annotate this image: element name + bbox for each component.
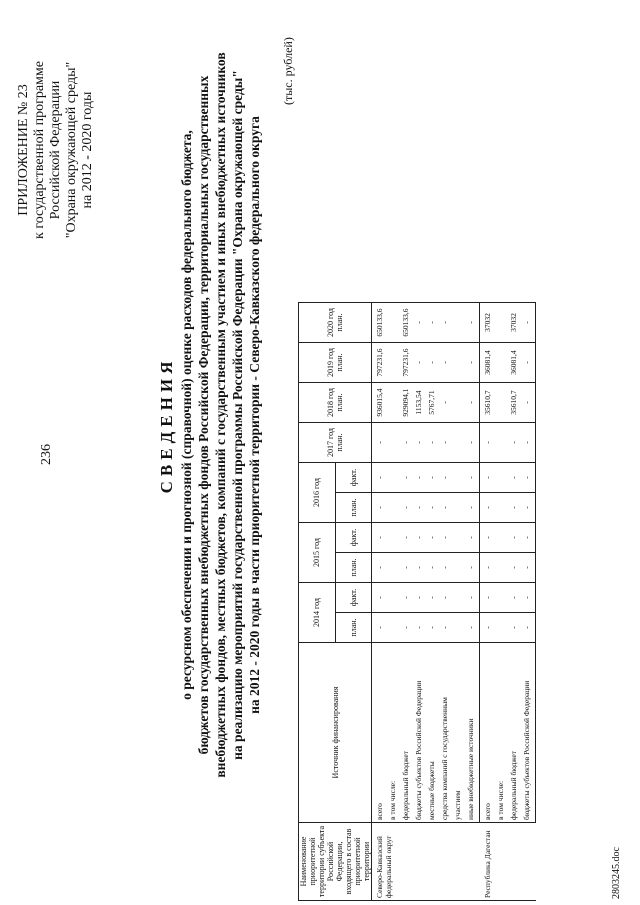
value-cell: 650133,6	[401, 303, 414, 343]
value-cell	[496, 553, 509, 583]
value-cell: -	[401, 553, 414, 583]
value-cell: -	[427, 583, 440, 613]
value-cell: -	[401, 423, 414, 463]
value-cell: -	[466, 303, 480, 343]
value-cell	[388, 423, 401, 463]
value-cell	[453, 463, 466, 493]
value-cell: -	[414, 523, 427, 553]
funding-source: бюджеты субъектов Российской Федерации	[414, 643, 427, 823]
value-cell: -	[480, 613, 497, 643]
value-cell: -	[372, 463, 389, 493]
value-cell	[453, 583, 466, 613]
value-cell	[496, 343, 509, 383]
value-cell: -	[401, 523, 414, 553]
header-2019: 2019 год план.	[299, 343, 372, 383]
value-cell	[388, 493, 401, 523]
value-cell	[453, 553, 466, 583]
value-cell: -	[440, 423, 453, 463]
value-cell	[453, 383, 466, 423]
value-cell	[453, 523, 466, 553]
value-cell: 1153,54	[414, 383, 427, 423]
subtitle-line: на реализацию мероприятий государственной программы Российской Федерации "Охрана окружающей среды"	[230, 70, 245, 760]
subtitle-line: внебюджетных фондов, местных бюджетов, компаний с государственным участием и иных внебюджетных источников	[213, 52, 228, 778]
table-row	[427, 303, 440, 901]
value-cell: 797231,6	[372, 343, 389, 383]
funding-source: в том числе:	[388, 643, 401, 823]
value-cell	[496, 583, 509, 613]
value-cell: -	[372, 423, 389, 463]
value-cell	[388, 613, 401, 643]
value-cell: -	[509, 463, 522, 493]
value-cell	[453, 613, 466, 643]
value-cell: -	[522, 523, 536, 553]
value-cell	[453, 493, 466, 523]
value-cell: -	[509, 613, 522, 643]
value-cell	[453, 343, 466, 383]
funding-source: в том числе:	[496, 643, 509, 823]
value-cell: -	[427, 493, 440, 523]
header-2018: 2018 год план.	[299, 383, 372, 423]
funding-source: всего	[372, 643, 389, 823]
funding-source: бюджеты субъектов Российской Федерации	[522, 643, 536, 823]
value-cell: -	[509, 583, 522, 613]
table-row	[401, 303, 414, 901]
value-cell	[496, 493, 509, 523]
value-cell: -	[401, 583, 414, 613]
funding-source: федеральный бюджет	[401, 643, 414, 823]
value-cell: -	[522, 423, 536, 463]
value-cell: -	[414, 493, 427, 523]
value-cell: -	[522, 383, 536, 423]
value-cell: 36081,4	[480, 343, 497, 383]
value-cell	[388, 383, 401, 423]
header-2020: 2020 год план.	[299, 303, 372, 343]
header-2015: 2015 год	[299, 523, 336, 583]
value-cell: -	[522, 343, 536, 383]
value-cell: -	[440, 613, 453, 643]
value-cell: -	[466, 383, 480, 423]
value-cell: -	[440, 523, 453, 553]
header-plan: план.	[335, 553, 372, 583]
value-cell	[496, 463, 509, 493]
value-cell	[496, 613, 509, 643]
table-row	[466, 303, 480, 901]
header-2014: 2014 год	[299, 583, 336, 643]
funding-source: федеральный бюджет	[509, 643, 522, 823]
value-cell: 35610,7	[480, 383, 497, 423]
value-cell: -	[522, 583, 536, 613]
header-fact: факт.	[335, 463, 372, 493]
appendix-line: "Охрана окружающей среды"	[64, 61, 79, 239]
value-cell: -	[466, 613, 480, 643]
value-cell: 35610,7	[509, 383, 522, 423]
value-cell: -	[509, 493, 522, 523]
value-cell: -	[466, 523, 480, 553]
value-cell: -	[440, 553, 453, 583]
value-cell: 36081,4	[509, 343, 522, 383]
value-cell: -	[480, 553, 497, 583]
value-cell: -	[414, 553, 427, 583]
table-row	[372, 303, 389, 901]
value-cell: -	[480, 423, 497, 463]
value-cell: 37032	[509, 303, 522, 343]
value-cell	[496, 523, 509, 553]
value-cell: -	[414, 343, 427, 383]
value-cell: -	[440, 493, 453, 523]
funding-source: участием	[453, 643, 466, 823]
value-cell: -	[372, 523, 389, 553]
value-cell	[388, 303, 401, 343]
value-cell: -	[466, 423, 480, 463]
value-cell	[388, 463, 401, 493]
value-cell: 650133,6	[372, 303, 389, 343]
header-2016: 2016 год	[299, 463, 336, 523]
funding-table	[298, 302, 536, 901]
table-row	[388, 303, 401, 901]
value-cell: -	[427, 423, 440, 463]
value-cell: -	[522, 553, 536, 583]
page-number: 236	[39, 444, 54, 465]
value-cell: -	[522, 613, 536, 643]
appendix-line: к государственной программе	[32, 61, 47, 239]
value-cell: -	[522, 303, 536, 343]
value-cell: -	[480, 463, 497, 493]
header-fact: факт.	[335, 523, 372, 553]
value-cell: -	[401, 613, 414, 643]
funding-source: всего	[480, 643, 497, 823]
table-row	[522, 303, 536, 901]
territory-name: Северо-Кавказский федеральный округ	[372, 823, 480, 901]
appendix-line: ПРИЛОЖЕНИЕ № 23	[16, 84, 31, 216]
value-cell: -	[372, 613, 389, 643]
value-cell: -	[440, 343, 453, 383]
value-cell: -	[480, 493, 497, 523]
subtitle-line: бюджетов государственных внебюджетных фондов Российской Федерации, территориальных государственных	[196, 75, 211, 755]
value-cell	[388, 343, 401, 383]
value-cell: -	[466, 583, 480, 613]
value-cell: -	[440, 463, 453, 493]
subtitle-line: о ресурсном обеспечении и прогнозной (справочной) оценке расходов федерального бюджета,	[179, 130, 194, 700]
value-cell: -	[401, 493, 414, 523]
funding-source: иные внебюджетные источники	[466, 643, 480, 823]
value-cell: -	[522, 463, 536, 493]
value-cell: -	[427, 613, 440, 643]
table-row	[496, 303, 509, 901]
table-row	[414, 303, 427, 901]
value-cell: -	[427, 463, 440, 493]
value-cell: -	[372, 553, 389, 583]
value-cell	[496, 423, 509, 463]
value-cell: -	[509, 523, 522, 553]
appendix-line: Российской Федерации	[48, 80, 63, 220]
header-2017: 2017 год план.	[299, 423, 372, 463]
value-cell	[388, 583, 401, 613]
value-cell	[453, 303, 466, 343]
value-cell: -	[466, 463, 480, 493]
value-cell: -	[372, 583, 389, 613]
header-plan: план.	[335, 613, 372, 643]
header-fact: факт.	[335, 583, 372, 613]
file-footer: 2803245.doc	[611, 847, 622, 899]
unit-label: (тыс. рублей)	[281, 37, 295, 105]
value-cell: -	[466, 493, 480, 523]
value-cell: -	[427, 343, 440, 383]
value-cell: -	[440, 303, 453, 343]
document-heading: СВЕДЕНИЯ	[157, 356, 176, 494]
header-plan: план.	[335, 493, 372, 523]
value-cell: -	[440, 383, 453, 423]
value-cell: -	[480, 523, 497, 553]
value-cell: -	[372, 493, 389, 523]
value-cell: 797231,6	[401, 343, 414, 383]
value-cell: -	[466, 553, 480, 583]
table-row	[453, 303, 466, 901]
value-cell	[388, 553, 401, 583]
value-cell: -	[414, 583, 427, 613]
value-cell: -	[509, 423, 522, 463]
value-cell	[453, 423, 466, 463]
value-cell	[496, 303, 509, 343]
table-row	[509, 303, 522, 901]
funding-source: средства компаний с государственным	[440, 643, 453, 823]
value-cell: -	[480, 583, 497, 613]
funding-source: местные бюджеты	[427, 643, 440, 823]
value-cell: 936015,4	[372, 383, 389, 423]
value-cell: -	[414, 303, 427, 343]
table-body	[372, 303, 536, 901]
value-cell: -	[466, 343, 480, 383]
value-cell: -	[440, 583, 453, 613]
value-cell: 37032	[480, 303, 497, 343]
header-source: Источник финансирования	[299, 643, 372, 823]
value-cell: 929094,1	[401, 383, 414, 423]
value-cell: -	[401, 463, 414, 493]
appendix-block	[16, 5, 96, 295]
value-cell: -	[414, 613, 427, 643]
value-cell	[496, 383, 509, 423]
value-cell: -	[414, 463, 427, 493]
value-cell: 5767,71	[427, 383, 440, 423]
value-cell: -	[427, 553, 440, 583]
document-subtitle	[178, 5, 263, 825]
table-row	[480, 303, 497, 901]
value-cell: -	[509, 553, 522, 583]
value-cell: -	[427, 523, 440, 553]
value-cell: -	[414, 423, 427, 463]
value-cell	[388, 523, 401, 553]
value-cell: -	[427, 303, 440, 343]
table-row	[440, 303, 453, 901]
value-cell: -	[522, 493, 536, 523]
header-territory: Наименование приоритетной территории субъекта Российской Федерации, входящего в состав приоритетной территории	[299, 823, 372, 901]
subtitle-line: на 2012 - 2020 годы в части приоритетной территории - Северо-Кавказского федерального округа	[247, 116, 262, 714]
appendix-line: на 2012 - 2020 годы	[80, 91, 95, 209]
territory-name: Республика Дагестан	[480, 823, 536, 901]
